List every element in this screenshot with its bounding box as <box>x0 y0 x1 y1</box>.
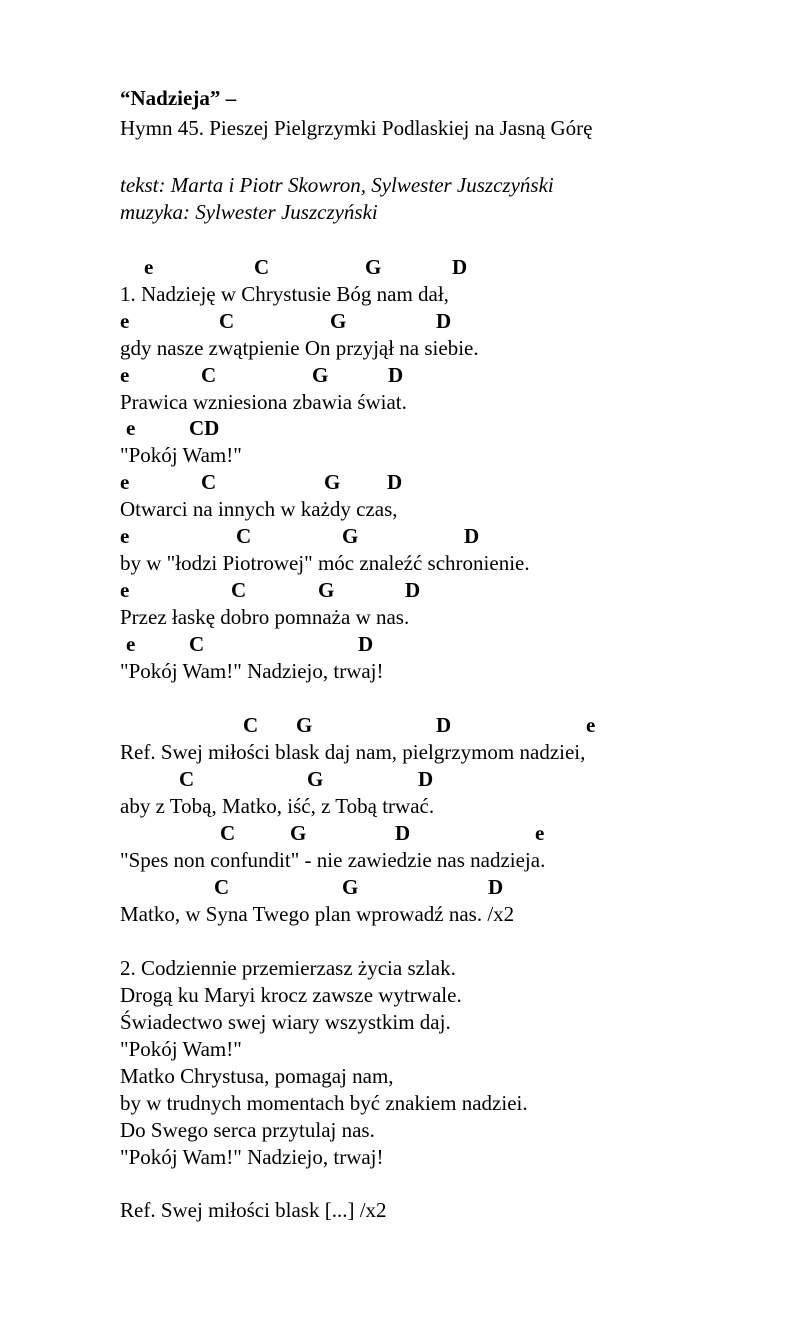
chord: C <box>254 255 270 279</box>
chord: G <box>296 713 313 737</box>
lyric-line: Matko, w Syna Twego plan wprowadź nas. /x2 <box>120 902 515 926</box>
chord: C <box>236 524 252 548</box>
song-title: “Nadzieja” – <box>120 86 237 110</box>
chord: e <box>120 470 130 494</box>
chord: G <box>324 470 341 494</box>
chord: CD <box>189 416 220 440</box>
chord: e <box>144 255 154 279</box>
chord: e <box>126 416 136 440</box>
chord: C <box>231 578 247 602</box>
music-credit: muzyka: Sylwester Juszczyński <box>120 200 378 224</box>
lyric-line: gdy nasze zwątpienie On przyjął na siebie. <box>120 336 479 360</box>
chord: G <box>365 255 382 279</box>
lyric-line: Przez łaskę dobro pomnaża w nas. <box>120 605 410 629</box>
chord: e <box>586 713 596 737</box>
lyric-line: aby z Tobą, Matko, iść, z Tobą trwać. <box>120 794 435 818</box>
chord: C <box>201 363 217 387</box>
chord: D <box>388 363 404 387</box>
chord: G <box>318 578 335 602</box>
chord: D <box>488 875 504 899</box>
refrain-repeat: Ref. Swej miłości blask [...] /x2 <box>120 1198 387 1222</box>
chord: D <box>387 470 403 494</box>
chord: C <box>201 470 217 494</box>
lyric-line: by w trudnych momentach być znakiem nadziei. <box>120 1091 528 1115</box>
chord: D <box>464 524 480 548</box>
chord: e <box>126 632 136 656</box>
chord: D <box>436 309 452 333</box>
chord: D <box>436 713 452 737</box>
text-credit: tekst: Marta i Piotr Skowron, Sylwester Juszczyński <box>120 173 554 197</box>
chord: C <box>243 713 259 737</box>
lyric-line: Ref. Swej miłości blask daj nam, pielgrzymom nadziei, <box>120 740 586 764</box>
chord: e <box>120 524 130 548</box>
lyric-line: 1. Nadzieję w Chrystusie Bóg nam dał, <box>120 282 449 306</box>
chord: C <box>189 632 205 656</box>
chord: e <box>120 363 130 387</box>
chord: G <box>307 767 324 791</box>
chord: G <box>342 524 359 548</box>
lyric-line: "Pokój Wam!" Nadziejo, trwaj! <box>120 1145 384 1169</box>
lyric-line: Drogą ku Maryi krocz zawsze wytrwale. <box>120 983 462 1007</box>
lyric-line: 2. Codziennie przemierzasz życia szlak. <box>120 956 456 980</box>
chord: G <box>312 363 329 387</box>
lyric-line: Otwarci na innych w każdy czas, <box>120 497 398 521</box>
chord: C <box>220 821 236 845</box>
lyric-line: "Pokój Wam!" <box>120 443 242 467</box>
song-subtitle: Hymn 45. Pieszej Pielgrzymki Podlaskiej na Jasną Górę <box>120 116 593 140</box>
chord: e <box>535 821 545 845</box>
lyric-line: Prawica wzniesiona zbawia świat. <box>120 390 407 414</box>
chord: C <box>179 767 195 791</box>
lyric-line: "Pokój Wam!" <box>120 1037 242 1061</box>
chord: G <box>330 309 347 333</box>
chord: D <box>358 632 374 656</box>
lyric-line: Świadectwo swej wiary wszystkim daj. <box>120 1010 451 1034</box>
chord: D <box>418 767 434 791</box>
chord: D <box>452 255 468 279</box>
lyric-line: "Spes non confundit" - nie zawiedzie nas nadzieja. <box>120 848 546 872</box>
lyric-line: Matko Chrystusa, pomagaj nam, <box>120 1064 394 1088</box>
chord: C <box>214 875 230 899</box>
lyric-line: by w "łodzi Piotrowej" móc znaleźć schronienie. <box>120 551 530 575</box>
chord: D <box>405 578 421 602</box>
chord: e <box>120 309 130 333</box>
lyric-line: Do Swego serca przytulaj nas. <box>120 1118 375 1142</box>
lyric-line: "Pokój Wam!" Nadziejo, trwaj! <box>120 659 384 683</box>
chord: e <box>120 578 130 602</box>
chord: G <box>290 821 307 845</box>
chord: G <box>342 875 359 899</box>
chord: C <box>219 309 235 333</box>
chord: D <box>395 821 411 845</box>
